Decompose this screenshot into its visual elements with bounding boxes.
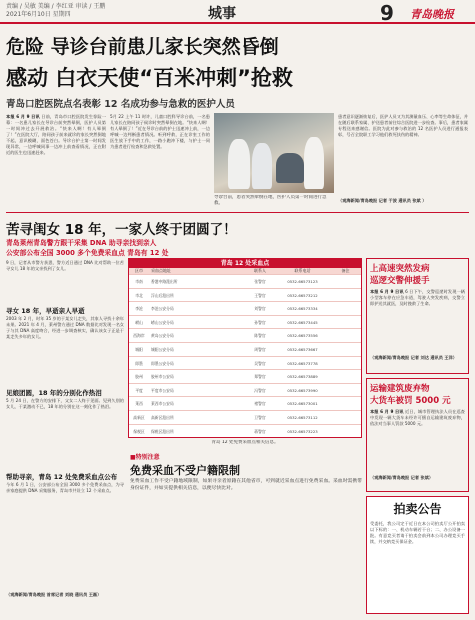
lead-col-3: 患者意识逐渐恢复后，医护人员又为其测量血压、心率等生命体征，并在随后联系家属、护送患者前往综合医院进一步检查。事后，患者家属专程送来感谢信。医院为此对参与救治的 12 名医护人员进行通报表彰，号召全院职工学习他们救死扶伤的精神。 bbox=[338, 114, 468, 137]
table-cell bbox=[330, 397, 361, 410]
table-cell: 0532-66573889 bbox=[287, 374, 318, 380]
side-news-1-byline: （观海新闻/青岛晚报 记者 刘达 通讯员 王洋） bbox=[370, 355, 457, 360]
side-news-2-text: 近日，城市管理执法人员在巡查中发现一辆大货车未经许可擅自运输建筑废弃物，依法对当事人罚款 5000 元。 bbox=[370, 409, 465, 426]
table-cell: 高新区派出所 bbox=[151, 414, 174, 420]
table-row bbox=[129, 369, 361, 383]
table-cell: 崂山公安分局 bbox=[151, 319, 174, 325]
table-header-row bbox=[129, 268, 361, 274]
notice-title: 免费采血不受户籍限制 bbox=[130, 464, 240, 477]
header-editors: 责编 / 吴敏 美编 / 李红亚 审读 / 王鹏 bbox=[6, 3, 106, 10]
notice-body: 免费采血工作不受户籍地域限制，如果寻亲者原籍在其他省市，可到就近采血点进行免费采血。采血时需携带身份证件，并如实提供相关信息，以便尽快比对。 bbox=[130, 479, 362, 491]
table-row bbox=[129, 301, 361, 315]
table-cell: 平度 bbox=[135, 387, 143, 393]
feature-section-1-title: 寻女 18 年，早逝亲人早逝 bbox=[6, 307, 85, 315]
lead-photo-caption: 导诊台前，患者突然晕倒在地，医护人员第一时间进行急救。 bbox=[214, 195, 327, 206]
table-cell: 0532-66573212 bbox=[287, 292, 318, 298]
side-news-2-title: 运输建筑废弃物 bbox=[370, 384, 430, 394]
table-cell: 冯警官 bbox=[254, 387, 266, 393]
table-cell: 西海岸 bbox=[133, 333, 145, 339]
lead-byline: （观海新闻/青岛晚报 记者 于波 通讯员 张斌 ） bbox=[338, 198, 427, 203]
auction-body: 受委托，我公司定于近日在本公司拍卖厅公开拍卖以下标的：一、机动车辆若干台；二、办公设备一批。有意竞买者请于拍卖会前到本公司办理竞买手续，并交纳竞买保证金。 bbox=[370, 521, 465, 544]
table-cell: 城阳公安分局 bbox=[151, 346, 174, 352]
side-news-2-byline: （观海新闻/青岛晚报 记者 张斌） bbox=[370, 475, 434, 480]
table-caption: 青岛 12 处免费采血点相关信息。 bbox=[211, 440, 279, 445]
table-cell: 孙警官 bbox=[254, 319, 266, 325]
table-cell: 褚警官 bbox=[254, 401, 266, 407]
table-cell: 胶州市公安局 bbox=[151, 374, 174, 380]
table-cell: 莱西市公安局 bbox=[151, 401, 174, 407]
table-cell: 0532-66573778 bbox=[287, 360, 318, 366]
feature-section-2-title: 见娘团圆，18 年的分别化作热泪 bbox=[6, 389, 102, 397]
table-row bbox=[129, 396, 361, 410]
table-body bbox=[129, 274, 361, 437]
side-news-1-dateline: 本报 6 月 9 日讯 bbox=[370, 289, 404, 294]
table-cell: 莱西 bbox=[135, 401, 143, 407]
page-number: 9 bbox=[380, 1, 394, 25]
table-cell: 高新区 bbox=[133, 414, 145, 420]
table-row bbox=[129, 328, 361, 342]
table-cell: 保税区 bbox=[133, 428, 145, 434]
table-header-cell: 联系电话 bbox=[294, 268, 311, 273]
table-cell: 郑警官 bbox=[254, 374, 266, 380]
side-news-1 bbox=[366, 258, 469, 374]
section-title: 城事 bbox=[208, 6, 236, 22]
table-row bbox=[129, 356, 361, 370]
table-cell: 李沧公安分局 bbox=[151, 306, 174, 312]
divider bbox=[6, 212, 469, 213]
table-cell: 平度市公安局 bbox=[151, 387, 174, 393]
table-cell: 0532-66573123 bbox=[287, 279, 318, 284]
table-header-cell: 联系人 bbox=[254, 268, 266, 273]
table-row bbox=[129, 274, 361, 288]
table-cell: 即墨 bbox=[135, 360, 143, 366]
table-cell bbox=[330, 357, 361, 370]
feature-subhead-2: 公安部公布全国 3000 多个免费采血点 青岛有 12 处 bbox=[6, 249, 169, 257]
table-cell: 浮山后派出所 bbox=[151, 292, 174, 298]
table-cell: 卫警官 bbox=[254, 414, 266, 420]
table-cell: 0532-66573112 bbox=[287, 414, 318, 420]
table-cell: 0532-66573990 bbox=[287, 387, 318, 393]
table-row bbox=[129, 410, 361, 424]
table-cell bbox=[330, 302, 361, 315]
table-header-cell: 采血点地址 bbox=[151, 268, 171, 273]
header-meta bbox=[6, 3, 105, 19]
table-row bbox=[129, 342, 361, 356]
lead-col-1-text: 日前，青岛市口腔医院发生惊险一幕：一名患儿家长在导诊台前突然晕倒，医护人员第一时间冲过去开展救治。“快来人啊！有人晕倒了！”在医院大厅，陪同孩子前来就诊的家长突然倒地不起，意识模糊，面色苍白。导诊台护士第一时间发现异常，一边呼喊同事一边冲上前查看情况，正在附近的医生也迅速赶来。 bbox=[6, 114, 106, 155]
table-header-cell: 备注 bbox=[341, 268, 350, 273]
table-row bbox=[129, 288, 361, 302]
side-news-2-body bbox=[370, 409, 465, 475]
table-cell: 即墨公安分局 bbox=[151, 360, 174, 366]
table-row bbox=[129, 315, 361, 329]
table-cell bbox=[330, 370, 361, 383]
lead-col-1 bbox=[6, 114, 106, 206]
table-cell: 蒋警官 bbox=[254, 428, 266, 434]
newspaper-logo: 青岛晚报 bbox=[410, 8, 454, 21]
table-row bbox=[129, 383, 361, 397]
table-cell: 周警官 bbox=[254, 346, 266, 352]
auction-notice bbox=[366, 496, 469, 614]
table-row bbox=[129, 424, 361, 438]
table-cell bbox=[330, 329, 361, 342]
table-cell: 胶州 bbox=[135, 374, 143, 380]
table-cell: 市南 bbox=[135, 279, 143, 284]
table-cell: 香港中路派出所 bbox=[151, 279, 178, 284]
feature-subhead-1: 青岛莱州青岛警方跟干采集 DNA 助寻亲找到亲人 bbox=[6, 239, 157, 247]
feature-lead: 9 日，记者从市警方获悉，警方近日通过 DNA 比对帮助一位苦寻女儿 18 年的父亲找到了女儿。 bbox=[6, 260, 124, 271]
feature-section-3-body: 今年 6 月 1 日，公安部公布全国 3000 多个免费采血点，为寻亲家庭提供 DNA 采集服务，青岛市共设立 12 个采血点。 bbox=[6, 482, 124, 493]
table-cell: 刘警官 bbox=[254, 306, 266, 312]
table-title: 青岛 12 处采血点 bbox=[129, 259, 361, 268]
table-cell: 黄岛公安分局 bbox=[151, 333, 174, 339]
table-cell: 0532-66573001 bbox=[287, 401, 318, 407]
table-cell: 保税区派出所 bbox=[151, 428, 174, 434]
side-news-1-body bbox=[370, 289, 465, 355]
table-cell bbox=[330, 275, 361, 288]
notice-tag: ■特别注意 bbox=[130, 454, 160, 461]
lead-col-2: 5月 22 上午 11 时许，儿童口腔科导诊台前，一名患儿家长在陪同孩子候诊时突然晕倒在地。“快来人啊！有人晕倒了！”近在导诊台前的护士迅速冲上前，一边呼喊一边判断患者情况。听到呼救，正在诊室工作的医生放下手中的工作，一路小跑冲下楼，与护士一同为患者进行检查和急救处置。 bbox=[110, 114, 210, 149]
lead-photo bbox=[214, 113, 334, 193]
feature-section-3-title: 帮助寻亲，青岛 12 处免费采血点公布 bbox=[6, 473, 118, 481]
table-cell: 0532-66573223 bbox=[287, 428, 318, 434]
feature-byline: （观海新闻/青岛晚报 首席记者 刘晓 通讯员 王磊） bbox=[6, 592, 102, 597]
table-cell: 0532-66573667 bbox=[287, 346, 318, 352]
table-cell: 市北 bbox=[135, 292, 143, 298]
table-cell: 李沧 bbox=[135, 306, 143, 312]
table-cell bbox=[330, 411, 361, 424]
table-cell bbox=[330, 316, 361, 329]
side-news-2-dateline: 本报 6 月 9 日讯 bbox=[370, 409, 404, 414]
side-news-1-title: 上高速突然发病 bbox=[370, 264, 430, 274]
side-news-1-title-2: 巡逻交警伸援手 bbox=[370, 276, 430, 286]
table-cell: 崂山 bbox=[135, 319, 143, 325]
table-cell: 王警官 bbox=[254, 292, 266, 298]
table-cell bbox=[330, 425, 361, 438]
side-news-1-text: 6 日下午，交警巡逻时发现一辆小型客车停在应急车道，驾驶人突发疾病，交警立即护送其就医，及时挽救了生命。 bbox=[370, 289, 465, 306]
lead-subhead: 青岛口腔医院点名表彰 12 名成功参与急救的医护人员 bbox=[6, 99, 235, 110]
table-cell: 0532-66573556 bbox=[287, 333, 318, 339]
lead-headline: 感动 白衣天使“百米冲刺”抢救 bbox=[6, 66, 293, 90]
table-header-cell: 区市 bbox=[135, 268, 143, 273]
table-cell: 0532-66573445 bbox=[287, 319, 318, 325]
side-news-2 bbox=[366, 378, 469, 492]
feature-headline: 苦寻闺女 18 年，一家人终于团圆了！ bbox=[6, 222, 237, 238]
side-news-2-title-2: 大货车被罚 5000 元 bbox=[370, 396, 451, 406]
table-cell: 城阳 bbox=[135, 346, 143, 352]
table-cell bbox=[330, 343, 361, 356]
lead-kicker: 危险 导诊台前患儿家长突然昏倒 bbox=[6, 36, 279, 58]
table-cell bbox=[330, 289, 361, 302]
auction-title: 拍卖公告 bbox=[393, 502, 442, 516]
table-cell: 张警官 bbox=[254, 279, 266, 284]
header-date: 2021年6月10日 星期四 bbox=[6, 11, 71, 18]
table-cell bbox=[330, 384, 361, 397]
lead-dateline: 本报 6 月 9 日讯 bbox=[6, 114, 40, 119]
feature-section-2-body: 5 月 24 日，在警方的安排下，父女二人终于见面。见到久别的女儿，于某激动不已，18 年的分别在这一刻化作了热泪。 bbox=[6, 398, 124, 409]
table-cell: 吴警官 bbox=[254, 360, 266, 366]
feature-section-1-body: 2003 年 2 月，时年 35 岁的于某女儿走失，其家人寻找十余年未果。2021 年 4 月，莱州警方通过 DNA 数据比对发现一名女子与其 DNA 高度吻合，经进一步调查核实，确认该女子正是于某走失多年的女儿。 bbox=[6, 316, 124, 339]
blood-collection-table bbox=[128, 258, 362, 438]
table-cell: 0532-66573334 bbox=[287, 306, 318, 312]
table-cell: 陈警官 bbox=[254, 333, 266, 339]
